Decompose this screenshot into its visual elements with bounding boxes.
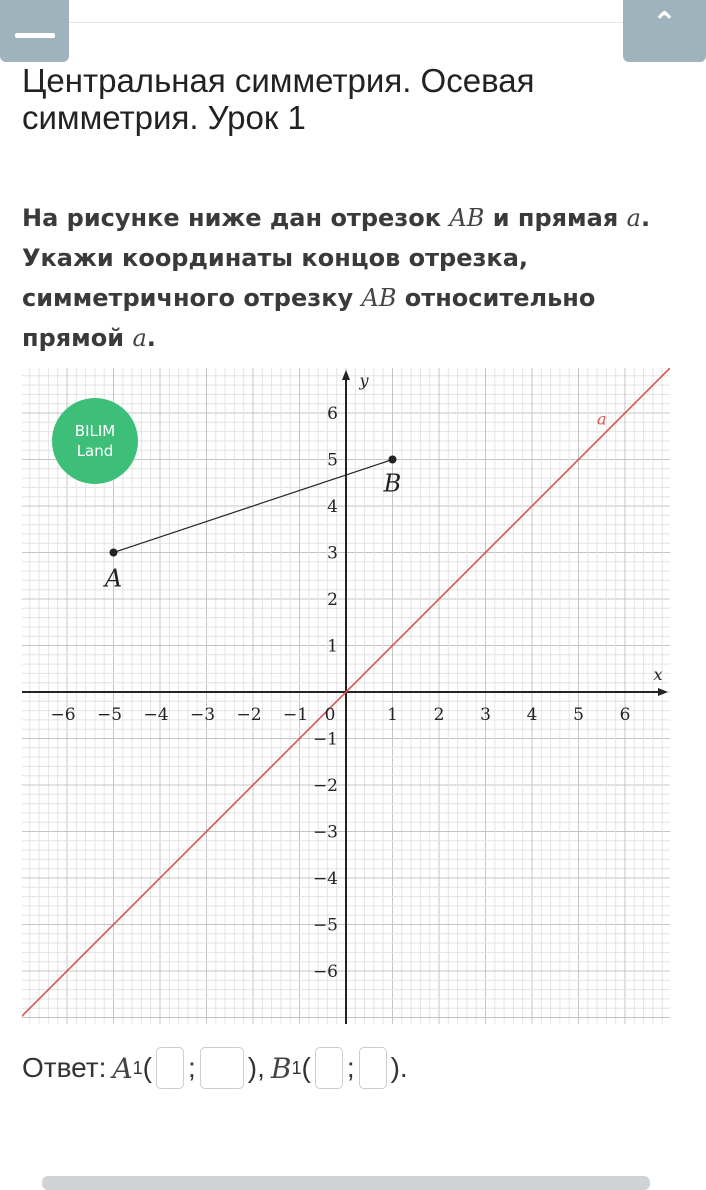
- task-text-part: и прямая: [484, 204, 627, 232]
- logo-line-2: Land: [76, 442, 114, 460]
- x-tick-label: 2: [433, 705, 445, 725]
- answer-row: [22, 1044, 408, 1092]
- point-b1-name: B: [270, 1051, 292, 1085]
- line-a-label: a: [596, 409, 607, 429]
- y-tick-label: 3: [327, 543, 338, 564]
- y-tick-label: 6: [327, 404, 338, 424]
- point-a-label: A: [104, 564, 123, 593]
- y-tick-label: −3: [312, 822, 338, 843]
- task-text-part: относительно прямой: [22, 284, 596, 352]
- x-tick-label: 3: [480, 705, 491, 725]
- math-ab: AB: [449, 204, 485, 232]
- subscript: 1: [291, 1057, 302, 1078]
- answer-label: Ответ:: [22, 1052, 107, 1083]
- y-tick-label: 4: [327, 497, 338, 517]
- top-divider: [0, 22, 706, 23]
- math-ab: AB: [361, 284, 397, 312]
- x-tick-label: 4: [526, 705, 538, 725]
- paren-close: ).: [390, 1052, 408, 1083]
- point-b-label: B: [383, 469, 402, 498]
- page-title: Центральная симметрия. Осевая симметрия. Урок 1: [22, 62, 535, 136]
- paren-open: (: [301, 1052, 311, 1083]
- point-a: [110, 549, 118, 557]
- x-tick-label: −3: [189, 705, 216, 725]
- x-tick-label: −2: [236, 705, 262, 725]
- x-tick-label: −6: [50, 705, 76, 725]
- logo-line-1: BILIM: [74, 422, 116, 440]
- close-button[interactable]: [623, 0, 706, 62]
- menu-button[interactable]: [0, 0, 69, 62]
- bottom-bar: [42, 1176, 650, 1190]
- x-tick-label: −4: [143, 705, 169, 725]
- separator: ;: [346, 1052, 355, 1083]
- point-b: [389, 456, 397, 464]
- point-a1-name: A: [112, 1051, 133, 1085]
- y-tick-label: 5: [327, 450, 338, 471]
- math-a: a: [132, 324, 147, 352]
- task-text: [22, 198, 682, 358]
- hamburger-icon: [15, 33, 55, 38]
- y-tick-label: −2: [312, 776, 338, 796]
- paren-close: ),: [247, 1052, 265, 1083]
- y-tick-label: −5: [312, 915, 338, 936]
- a1-y-input[interactable]: [200, 1047, 244, 1089]
- b1-y-input[interactable]: [359, 1047, 387, 1089]
- x-axis-label: x: [653, 665, 663, 684]
- x-tick-label: 1: [387, 705, 398, 725]
- bilimland-logo: [52, 398, 138, 484]
- close-icon: ⌃: [651, 6, 678, 41]
- x-tick-label: 6: [619, 705, 631, 725]
- y-tick-label: −6: [312, 962, 338, 982]
- origin-label: 0: [324, 705, 336, 725]
- task-text-part: На рисунке ниже дан отрезок: [22, 204, 450, 232]
- math-a: a: [626, 204, 641, 232]
- b1-x-input[interactable]: [315, 1047, 343, 1089]
- paren-open: (: [142, 1052, 152, 1083]
- subscript: 1: [132, 1057, 143, 1078]
- task-text-part: .: [146, 324, 156, 352]
- y-tick-label: 1: [327, 636, 338, 657]
- x-tick-label: −1: [282, 705, 309, 725]
- separator: ;: [188, 1052, 196, 1083]
- x-tick-label: −5: [96, 705, 123, 725]
- task-text-part: . Укажи координаты концов отрезка, симметричного отрезку: [22, 204, 651, 312]
- y-tick-label: −1: [312, 729, 338, 750]
- x-tick-label: 5: [573, 705, 584, 725]
- y-tick-label: 2: [327, 590, 338, 610]
- y-axis-label: y: [359, 371, 369, 390]
- y-tick-label: −4: [312, 869, 338, 889]
- a1-x-input[interactable]: [156, 1047, 184, 1089]
